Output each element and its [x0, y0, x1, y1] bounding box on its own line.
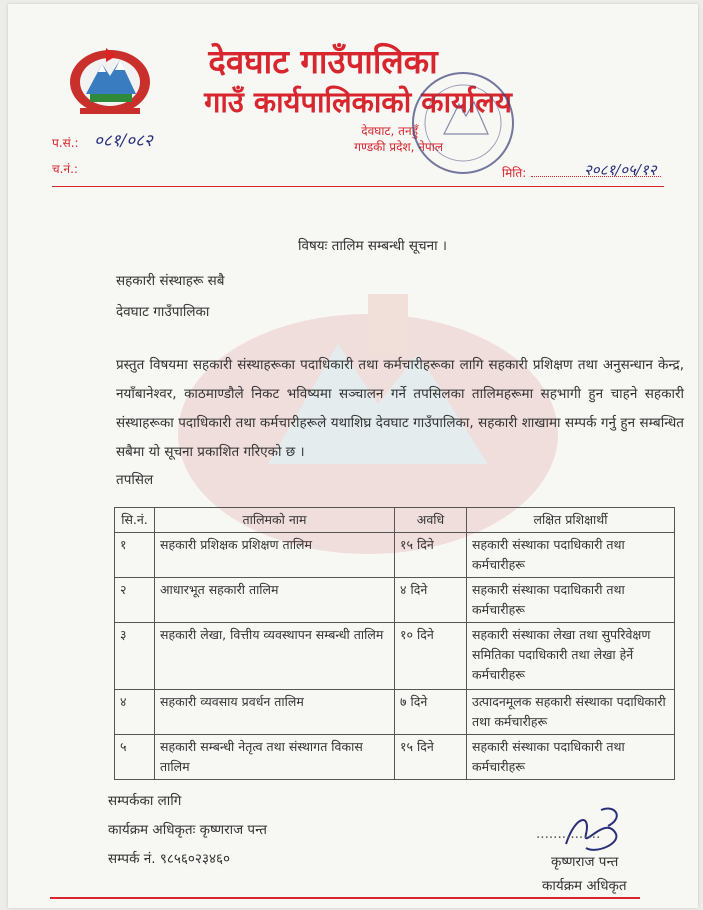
address-line1: देवघाट, तनहुँ	[361, 124, 418, 138]
table-row	[115, 735, 675, 780]
cell-duration: १५ दिने	[395, 735, 467, 780]
date-value: २०८१/०५/१२	[584, 161, 657, 179]
ps-value: ०८१/०८२	[94, 131, 153, 151]
table-header-row	[115, 508, 675, 533]
cell-sn: ३	[115, 623, 155, 690]
body-paragraph: प्रस्तुत विषयमा सहकारी संस्थाहरूका पदाधिकारी तथा कर्मचारीहरूका लागि सहकारी प्रशिक्षण तथा अनुसन्धान केन्द्र, नयाँबानेश्वर, काठमाण्डौले निकट भविष्यमा सञ्चालन गर्ने तपसिलका तालिमहरूमा सहभागी हुन चाहने सहकारी संस्थाहरूका पदाधिकारी तथा कर्मचारीहरूले यथाशिघ्र देवघाट गाउँपालिका, सहकारी शाखामा सम्पर्क गर्नु हुन सम्बन्धित सबैमा यो सूचना प्रकाशित गरिएको छ ।	[116, 357, 684, 460]
contact-phone: सम्पर्क नं. ९८५६०२३४६०	[108, 851, 231, 867]
header-sn: सि.नं.	[115, 508, 155, 533]
signature-dots: ...............	[536, 826, 601, 842]
nepal-emblem-icon	[66, 42, 154, 118]
recipient-line2: देवघाट गाउँपालिका	[116, 304, 210, 320]
tapasil-label: तपसिल	[116, 472, 154, 488]
cell-target: सहकारी संस्थाका पदाधिकारी तथा कर्मचारीहरू	[467, 578, 675, 623]
signatory-name: कृष्णराज पन्त	[551, 854, 619, 870]
footer-rule	[50, 897, 640, 899]
cell-target: सहकारी संस्थाका लेखा तथा सुपरिवेक्षण समितिका पदाधिकारी तथा लेखा हेर्ने कर्मचारीहरू	[467, 623, 675, 690]
table-row	[115, 690, 675, 735]
cell-sn: १	[115, 533, 155, 578]
cell-duration: १० दिने	[395, 623, 467, 690]
cell-duration: ४ दिने	[395, 578, 467, 623]
cell-target: सहकारी संस्थाका पदाधिकारी तथा कर्मचारीहरू	[467, 735, 675, 780]
cell-training-name: सहकारी व्यवसाय प्रवर्धन तालिम	[155, 690, 395, 735]
header-target: लक्षित प्रशिक्षार्थी	[467, 508, 675, 533]
cell-sn: ४	[115, 690, 155, 735]
cell-sn: ५	[115, 735, 155, 780]
training-table	[114, 507, 675, 780]
address-line2: गण्डकी प्रदेश, नेपाल	[354, 140, 443, 154]
signatory-title: कार्यक्रम अधिकृत	[542, 878, 627, 894]
cell-training-name: सहकारी लेखा, वित्तीय व्यवस्थापन सम्बन्धी तालिम	[155, 623, 395, 690]
header-training-name: तालिमको नाम	[155, 508, 395, 533]
contact-heading: सम्पर्कका लागि	[108, 793, 182, 809]
cell-target: उत्पादनमूलक सहकारी संस्थाका पदाधिकारी तथा कर्मचारीहरू	[467, 690, 675, 735]
org-name-line1: देवघाट गाउँपालिका	[208, 42, 438, 81]
table-row	[115, 623, 675, 690]
cell-training-name: सहकारी प्रशिक्षक प्रशिक्षण तालिम	[155, 533, 395, 578]
letter-page	[8, 4, 698, 908]
recipient-line1: सहकारी संस्थाहरू सबै	[116, 273, 225, 289]
table-row	[115, 533, 675, 578]
header-duration: अवधि	[395, 508, 467, 533]
cell-training-name: आधारभूत सहकारी तालिम	[155, 578, 395, 623]
cell-duration: ७ दिने	[395, 690, 467, 735]
cell-training-name: सहकारी सम्बन्धी नेतृत्व तथा संस्थागत विकास तालिम	[155, 735, 395, 780]
subject-line: विषयः तालिम सम्बन्धी सूचना ।	[298, 238, 448, 254]
date-label: मिति:	[502, 166, 527, 180]
contact-officer: कार्यक्रम अधिकृतः कृष्णराज पन्त	[108, 822, 267, 838]
table-row	[115, 578, 675, 623]
cell-sn: २	[115, 578, 155, 623]
cell-target: सहकारी संस्थाका पदाधिकारी तथा कर्मचारीहरू	[467, 533, 675, 578]
org-name-line2: गाउँ कार्यपालिकाको कार्यालय	[204, 85, 512, 119]
cell-duration: १५ दिने	[395, 533, 467, 578]
chana-label: च.नं.:	[52, 162, 78, 176]
header-rule	[52, 186, 664, 187]
ps-label: प.सं.:	[52, 136, 79, 150]
